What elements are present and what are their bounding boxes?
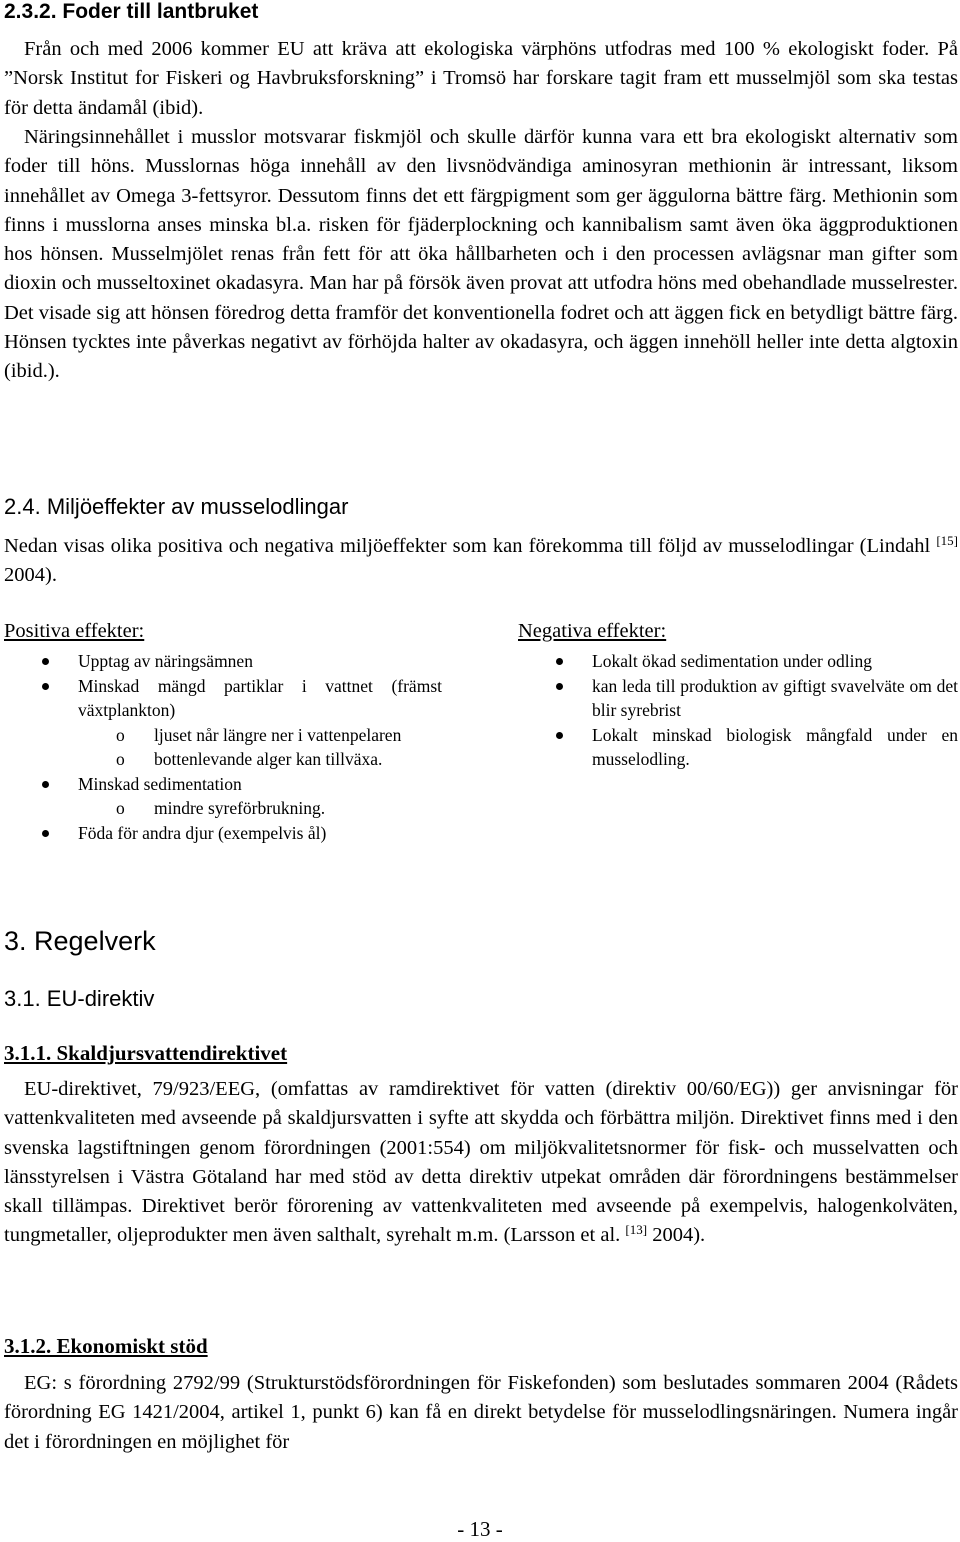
paragraph-shellfish-directive [4, 1075, 958, 1251]
bullet-icon [42, 683, 49, 690]
bullet-icon [42, 781, 49, 788]
sub-list-item [4, 796, 442, 821]
paragraph-nutrition: Näringsinnehållet i musslor motsvarar fiskmjöl och skulle därför kunna vara ett bra ekologiskt alternativ som foder till höns. Musslornas höga innehåll av den livsnödvändiga aminosyran methionin är intressant, liksom innehållet av Omega 3-fettsyror. Dessutom finns det ett färgpigment som ger äggulorna bättre färg. Methionin som finns i musslorna anses minska bl.a. risken för fjäderplockning och kannibalism samt även öka äggproduktionen hos hönsen. Musselmjölet renas från fett för att öka hållbarheten och i den processen avlägsnar man gifter som dioxin och musseltoxinet okadasyra. Man har på försök även provat att utfodra höns med obehandlade musselrester. Det visade sig att hönsen föredrog detta framför det konventionella fodret och att äggen fick en betydligt bättre färg. Hönsen tycktes inte påverkas negativt av förhöjda halter av okadasyra, och äggen innehöll heller inte detta algtoxin (ibid.). [4, 126, 958, 383]
section-number: 2.4. [4, 494, 41, 519]
list-item [518, 723, 958, 772]
intro-text-end: 2004). [4, 564, 57, 587]
circle-bullet-icon: o [116, 724, 125, 745]
chapter-heading-3: 3. Regelverk [4, 926, 156, 956]
directive-text: EU-direktivet, 79/923/EEG, (omfattas av ramdirektivet för vatten (direktiv 00/60/EG)) ger anvisningar för vattenkvaliteten med avseende på skaldjursvatten i syfte att skydda och förbättra miljön. Direktivet finns med i den svenska lagstiftningen genom förordningen (2001:554) om miljökvalitetsnormer för fisk- och musselvatten och länsstyrelsen i Västra Götaland har med stöd av detta direktiv utpekat områden där förordningens bestämmelser skall tillämpas. Direktivet berör förorening av vattenkvaliteten med avseende på exempelvis, halogenkolväten, tungmetaller, oljeprodukter men även salthalt, syrehalt m.m. (Larsson et al. [4, 1078, 958, 1247]
section-heading-3-1-2: 3.1.2. Ekonomiskt stöd [4, 1334, 208, 1358]
bullet-icon [556, 732, 563, 739]
list-item [518, 674, 958, 723]
list-item-text: bottenlevande alger kan tillväxa. [154, 749, 383, 769]
list-item-text: Minskad sedimentation [78, 773, 242, 794]
sub-list-item [4, 723, 442, 748]
positive-effects-column [4, 620, 442, 845]
section-heading-3-1: 3.1. EU-direktiv [4, 986, 155, 1011]
list-item-text: Minskad mängd partiklar i vattnet (främst växtplankton) [78, 675, 442, 720]
paragraph-economic-support: EG: s förordning 2792/99 (Strukturstödsförordningen för Fiskefonden) som beslutades sommaren 2004 (Rådets förordning EG 1421/2004, artikel 1, punkt 6) kan få en direkt betydelse för musselodlingsnäringen. Numera ingår det i förordningen en möjlighet för [4, 1372, 958, 1453]
list-item [4, 821, 442, 846]
list-item-text: Lokalt minskad biologisk mångfald under en musselodling. [592, 724, 958, 769]
section-title: Miljöeffekter av musselodlingar [46, 494, 349, 519]
list-item-text: mindre syreförbrukning. [154, 798, 326, 818]
reference-marker: [13] [625, 1222, 648, 1238]
bullet-icon [42, 658, 49, 665]
list-item-text: ljuset når längre ner i vattenpelaren [154, 724, 402, 745]
positive-effects-title: Positiva effekter: [4, 620, 145, 642]
circle-bullet-icon: o [116, 749, 125, 769]
list-item-text: Lokalt ökad sedimentation under odling [592, 651, 872, 671]
list-item-text: Föda för andra djur (exempelvis ål) [78, 822, 327, 843]
section-heading-2-4 [4, 494, 958, 520]
sub-list-item [4, 747, 442, 772]
list-item [518, 649, 958, 674]
reference-marker: [15] [936, 533, 958, 548]
paragraph-eu-requirement: Från och med 2006 kommer EU att kräva att ekologiska värphöns utfodras med 100 % ekologiskt foder. På ”Norsk Institut for Fiskeri og Havbruksforskning” i Tromsö har forskare tagit fram ett musselmjöl som ska testas för detta ändamål (ibid). [4, 38, 958, 119]
negative-effects-list [518, 649, 958, 772]
list-item [4, 649, 442, 674]
section-heading-3-1-1: 3.1.1. Skaldjursvattendirektivet [4, 1041, 288, 1065]
negative-effects-column [518, 620, 958, 772]
circle-bullet-icon: o [116, 798, 125, 818]
bullet-icon [556, 683, 563, 690]
negative-effects-title: Negativa effekter: [518, 620, 667, 642]
list-item [4, 772, 442, 797]
positive-effects-list [4, 649, 442, 845]
list-item [4, 674, 442, 723]
list-item-text: kan leda till produktion av giftigt svavelväte om det blir syrebrist [592, 675, 958, 720]
list-item-text: Upptag av näringsämnen [78, 651, 253, 671]
bullet-icon [556, 658, 563, 665]
intro-text: Nedan visas olika positiva och negativa miljöeffekter som kan förekomma till följd av musselodlingar (Lindahl [4, 535, 937, 557]
bullet-icon [42, 830, 49, 837]
directive-text-end: 2004). [647, 1224, 706, 1247]
page-number: - 13 - [457, 1517, 503, 1541]
section-heading-2-3-2: 2.3.2. Foder till lantbruket [4, 0, 259, 23]
paragraph-effects-intro [4, 532, 958, 591]
